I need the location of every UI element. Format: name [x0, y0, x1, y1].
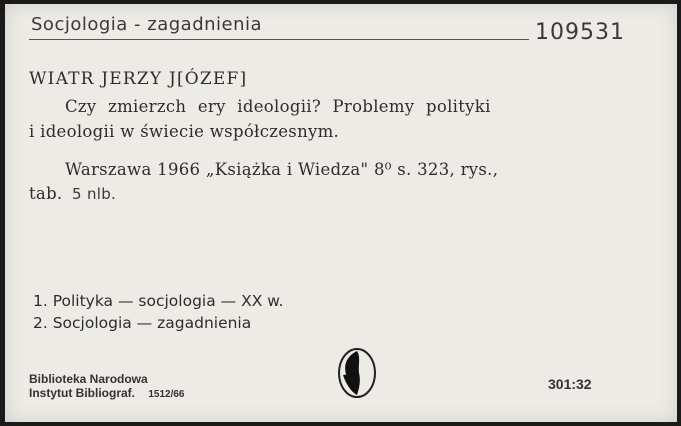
- subject-entry-2: 2. Socjologia — zagadnienia: [33, 314, 252, 332]
- title-line-2: i ideologii w świecie współczesnym.: [29, 122, 340, 141]
- library-logo-icon: [337, 347, 377, 399]
- accession-number: 109531: [535, 20, 625, 45]
- card-number: 1512/66: [148, 389, 185, 400]
- publisher-line-2: [29, 386, 185, 402]
- publisher-line-2-text: Instytut Bibliograf.: [29, 386, 135, 400]
- imprint-line-2: [29, 184, 116, 203]
- catalog-card: [5, 4, 677, 422]
- author-heading: WIATR JERZY J[ÓZEF]: [29, 69, 248, 89]
- imprint-line-1: Warszawa 1966 „Książka i Wiedza" 8⁰ s. 323, rys.,: [65, 160, 499, 179]
- subject-heading: Socjologia - zagadnienia: [31, 14, 263, 35]
- publisher-block: [29, 372, 185, 402]
- subject-entry-1: 1. Polityka — socjologia — XX w.: [33, 292, 284, 310]
- handwritten-note: 5 nlb.: [72, 185, 117, 203]
- imprint-tab-label: tab.: [29, 184, 63, 203]
- subject-underline: [29, 39, 529, 40]
- title-line-1: Czy zmierzch ery ideologii? Problemy polityki: [65, 97, 491, 116]
- classification-number: 301:32: [548, 376, 592, 392]
- publisher-line-1: Biblioteka Narodowa: [29, 372, 148, 386]
